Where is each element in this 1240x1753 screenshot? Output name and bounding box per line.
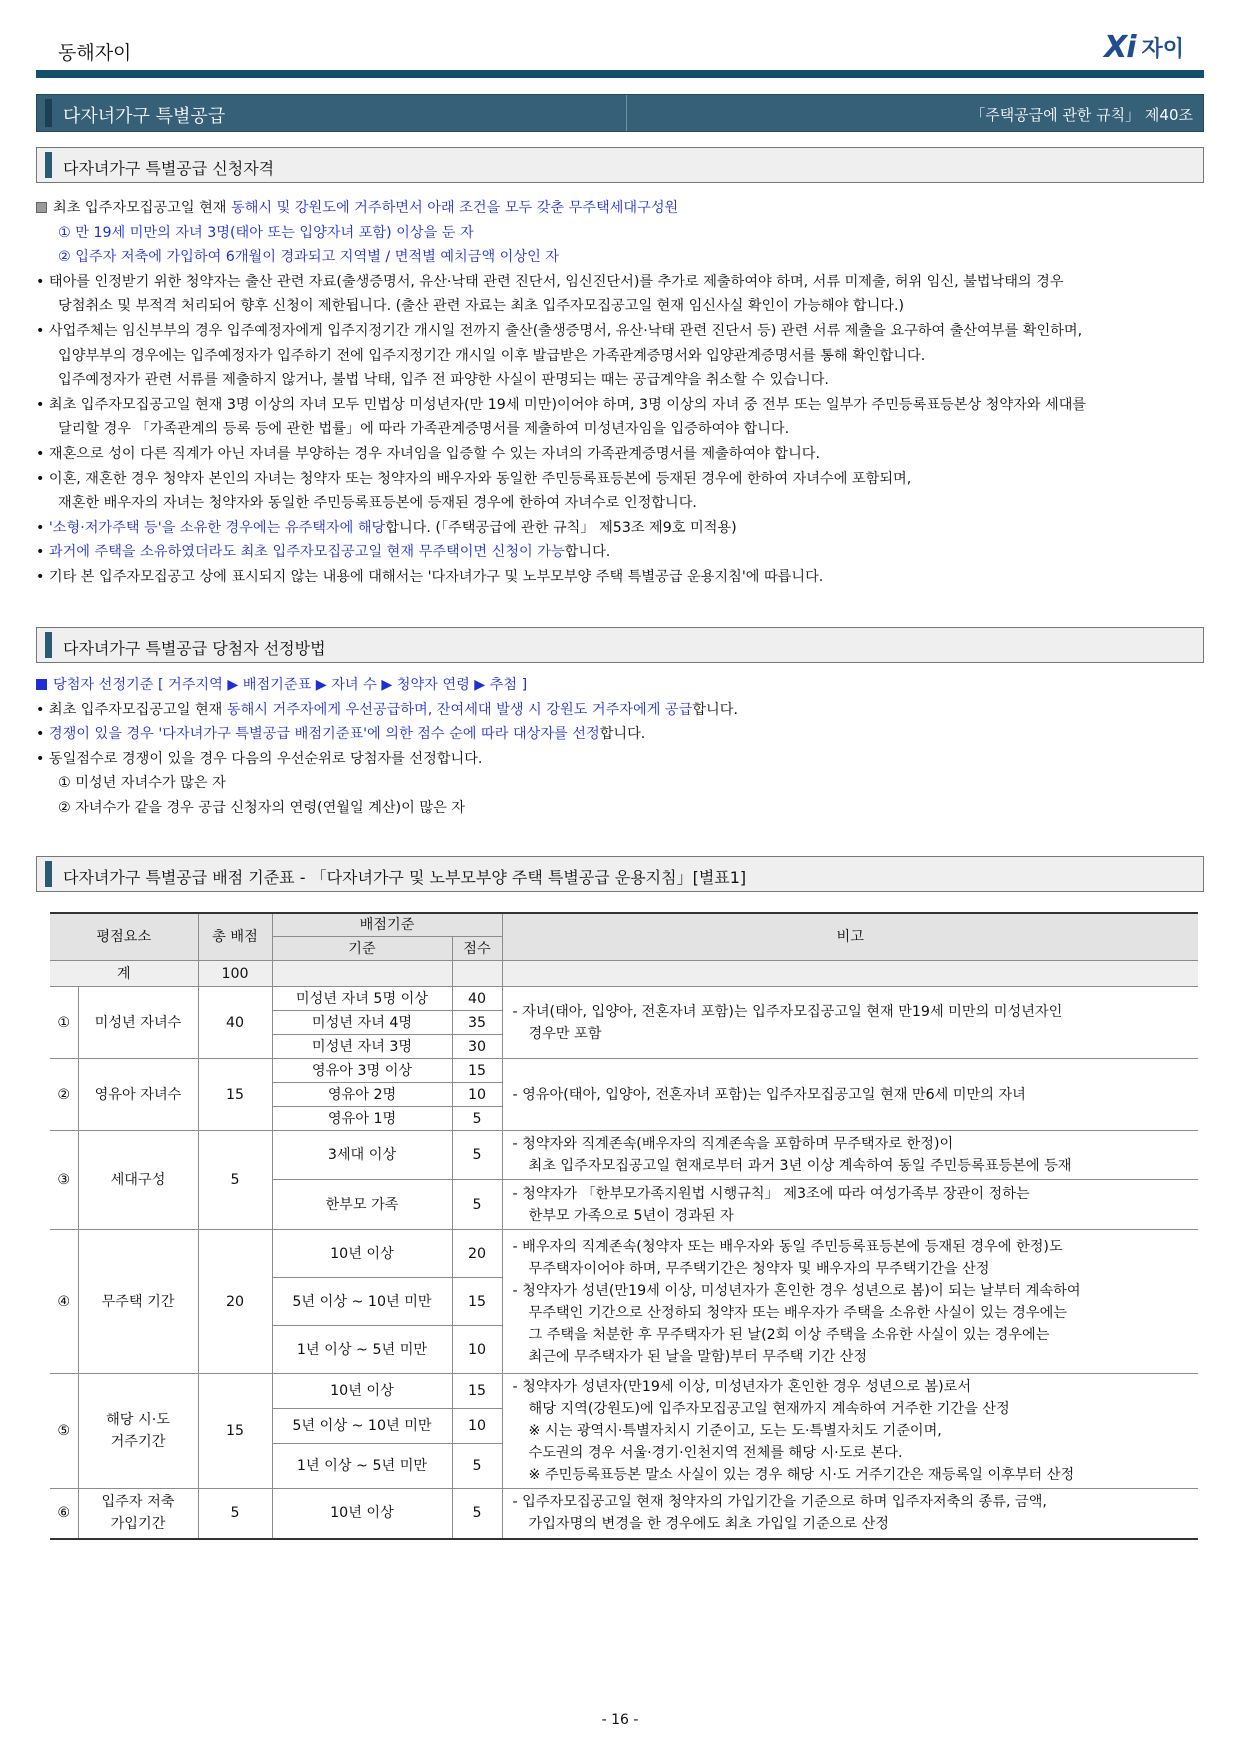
score-cell: 5	[452, 1107, 502, 1131]
header-item: 평점요소	[50, 913, 198, 961]
text-line	[36, 673, 1204, 698]
item-name-line: 거주기간	[110, 1434, 166, 1450]
text-line	[36, 221, 1204, 246]
score-cell: 10	[452, 1326, 502, 1374]
text-line	[36, 565, 1204, 590]
text-line	[36, 344, 1204, 369]
header-note: 비고	[502, 913, 1198, 961]
remark-line: 그 주택을 처분한 후 무주택자가 된 날(2회 이상 주택을 소유한 사실이 있는 경우에는	[528, 1326, 1050, 1343]
text-segment: •	[36, 544, 49, 561]
table-row	[50, 1230, 1198, 1278]
score-cell: 10	[452, 1408, 502, 1443]
remark-line: 수도권의 경우 서울·경기·인천지역 전체를 해당 시·도로 본다.	[528, 1445, 903, 1461]
header-total: 총 배점	[198, 913, 272, 961]
xi-logo	[1104, 30, 1184, 65]
text-segment: 합니다.	[692, 701, 738, 718]
text-segment: 합니다.	[599, 726, 646, 743]
criteria-cell: 10년 이상	[272, 1489, 452, 1539]
text-line	[36, 771, 1204, 796]
remark-cell	[502, 1374, 1198, 1489]
score-cell: 20	[452, 1230, 502, 1278]
text-segment: • 동일점수로 경쟁이 있을 경우 다음의 우선순위로 당첨자를 선정합니다.	[36, 750, 483, 767]
text-line	[36, 722, 1204, 747]
text-segment: • 이혼, 재혼한 경우 청약자 본인의 자녀는 청약자 또는 청약자의 배우자와 동일한 주민등록표등본에 등재된 경우에 한하여 자녀수에 포함되며,	[36, 470, 912, 487]
text-line	[36, 196, 1204, 221]
text-segment: 입양부부의 경우에는 입주예정자가 입주하기 전에 입주지정기간 개시일 이후 발급받은 가족관계증명서와 입양관계증명서를 통해 확인합니다.	[58, 347, 926, 364]
criteria-cell: 미성년 자녀 4명	[272, 1011, 452, 1035]
remark-cell	[502, 1180, 1198, 1230]
sum-label: 계	[50, 961, 198, 987]
title-bar	[36, 94, 1204, 132]
remark-line: 한부모 가족으로 5년이 경과된 자	[528, 1207, 734, 1224]
square-bullet-icon	[36, 202, 47, 213]
text-segment: '소형·저가주택 등'을 소유한 경우에는 유주택자에 해당	[48, 519, 386, 536]
item-total: 15	[198, 1059, 272, 1131]
score-cell: 5	[452, 1443, 502, 1488]
table-row	[50, 1489, 1198, 1539]
text-segment: • 기타 본 입주자모집공고 상에 표시되지 않는 내용에 대해서는 '다자녀가구 및 노부모부양 주택 특별공급 운용지침'에 따릅니다.	[36, 568, 824, 585]
remark-line: - 영유아(태아, 입양아, 전혼자녀 포함)는 입주자모집공고일 현재 만6세 미만의 자녀	[512, 1086, 1026, 1103]
remark-line: - 입주자모집공고일 현재 청약자의 가입기간을 기준으로 하며 입주자저축의 종류, 금액,	[512, 1494, 1047, 1511]
text-line	[36, 442, 1204, 467]
score-cell: 30	[452, 1035, 502, 1059]
text-line	[36, 417, 1204, 442]
remark-line: - 청약자가 성년자(만19세 이상, 미성년자가 혼인한 경우 성년으로 봄)로서	[512, 1379, 972, 1395]
text-segment: ② 입주자 저축에 가입하여 6개월이 경과되고 지역별 / 면적별 예치금액 이상인 자	[58, 249, 559, 266]
criteria-cell: 10년 이상	[272, 1374, 452, 1409]
text-line	[36, 491, 1204, 516]
remark-line: - 청약자가 성년(만19세 이상, 미성년자가 혼인한 경우 성년으로 봄)이 되는 날부터 계속하여	[512, 1282, 1081, 1299]
section-heading-selection	[36, 627, 1204, 663]
text-segment: • 재혼으로 성이 다른 직계가 아닌 자녀를 부양하는 경우 자녀임을 입증할 수 있는 자녀의 가족관계증명서를 제출하여야 합니다.	[36, 445, 821, 462]
remark-cell	[502, 1489, 1198, 1539]
text-segment: 동해시 거주자에게 우선공급하며, 잔여세대 발생 시 강원도 거주자에게 공급	[226, 701, 693, 718]
item-name-line: 해당 시·도	[106, 1412, 170, 1428]
text-line	[36, 319, 1204, 344]
remark-line: 무주택인 기간으로 산정하되 청약자 또는 배우자가 주택을 소유한 사실이 있는 경우에는	[528, 1304, 1067, 1321]
item-name-cell: 세대구성	[78, 1131, 198, 1230]
item-number: ⑥	[50, 1489, 78, 1539]
criteria-cell: 영유아 2명	[272, 1083, 452, 1107]
page-title: 다자녀가구 특별공급	[63, 106, 226, 127]
section-heading-score-table	[36, 856, 1204, 892]
text-segment: 과거에 주택을 소유하였더라도 최초 입주자모집공고일 현재 무주택이면 신청이 가능	[48, 544, 565, 561]
section-title: 다자녀가구 특별공급 당첨자 선정방법	[63, 639, 326, 658]
selection-text	[36, 673, 1204, 821]
text-segment: •	[36, 726, 49, 743]
item-total: 15	[198, 1374, 272, 1489]
text-line	[36, 796, 1204, 821]
item-number: ①	[50, 987, 78, 1059]
item-name-cell: 영유아 자녀수	[78, 1059, 198, 1131]
remark-line: - 자녀(태아, 입양아, 전혼자녀 포함)는 입주자모집공고일 현재 만19세 미만의 미성년자인	[512, 1003, 1063, 1020]
criteria-cell: 한부모 가족	[272, 1180, 452, 1230]
item-number: ②	[50, 1059, 78, 1131]
text-segment: ① 만 19세 미만의 자녀 3명(태아 또는 입양자녀 포함) 이상을 둔 자	[58, 224, 474, 241]
table-row	[50, 1374, 1198, 1409]
text-line	[36, 270, 1204, 295]
section-accent	[45, 861, 52, 887]
text-segment: ② 자녀수가 같을 경우 공급 신청자의 연령(연월일 계산)이 많은 자	[58, 799, 466, 816]
item-total: 20	[198, 1230, 272, 1374]
remark-line: 경우만 포함	[528, 1025, 602, 1042]
item-number: ③	[50, 1131, 78, 1230]
brand-name: 동해자이	[58, 42, 132, 64]
logo-text: 자이	[1141, 37, 1184, 62]
remark-cell	[502, 1131, 1198, 1180]
remark-line: 최근에 무주택자가 된 날을 말함)부터 무주택 기간 산정	[528, 1348, 868, 1365]
text-line	[36, 294, 1204, 319]
item-name-cell	[78, 1489, 198, 1539]
sum-total: 100	[198, 961, 272, 987]
section-title: 다자녀가구 특별공급 배점 기준표 - 「다자녀가구 및 노부모부양 주택 특별공급 운용지침」[별표1]	[63, 868, 747, 887]
remark-line: - 청약자와 직계존속(배우자의 직계존속을 포함하며 무주택자로 한정)이	[512, 1136, 954, 1152]
remark-line: - 배우자의 직계존속(청약자 또는 배우자와 동일 주민등록표등본에 등재된 경우에 한정)도	[512, 1238, 1063, 1255]
text-segment: 당첨자 선정기준 [ 거주지역 ▶ 배점기준표 ▶ 자녀 수 ▶ 청약자 연령 ▶ 추첨 ]	[53, 677, 528, 693]
score-cell: 15	[452, 1059, 502, 1083]
score-table	[50, 912, 1198, 1540]
remark-line: ※ 시는 광역시·특별자치시 기준이고, 도는 도·특별자치도 기준이며,	[528, 1423, 942, 1439]
item-total: 5	[198, 1131, 272, 1230]
table-row	[50, 1131, 1198, 1180]
criteria-cell: 5년 이상 ~ 10년 미만	[272, 1408, 452, 1443]
text-segment: • 사업주체는 임신부부의 경우 입주예정자에게 입주지정기간 개시일 전까지 출산(출생증명서, 유산·낙태 관련 진단서 등) 관련 서류 제출을 요구하여 출산여부를 확인하며,	[36, 322, 1083, 339]
remark-line: - 청약자가 「한부모가족지원법 시행규칙」 제3조에 따라 여성가족부 장관이 정하는	[512, 1185, 1030, 1202]
text-segment: 당첨취소 및 부적격 처리되어 향후 신청이 제한됩니다. (출산 관련 자료는 최초 입주자모집공고일 현재 임신사실 확인이 가능해야 합니다.)	[58, 298, 905, 315]
criteria-cell: 미성년 자녀 3명	[272, 1035, 452, 1059]
criteria-cell: 1년 이상 ~ 5년 미만	[272, 1326, 452, 1374]
item-name-line: 입주자 저축	[101, 1494, 175, 1511]
item-total: 5	[198, 1489, 272, 1539]
item-name-line: 가입기간	[110, 1516, 166, 1533]
section-heading-eligibility	[36, 147, 1204, 183]
text-line	[36, 747, 1204, 772]
item-name-cell: 무주택 기간	[78, 1230, 198, 1374]
remark-cell	[502, 1230, 1198, 1374]
section-accent	[45, 152, 52, 178]
criteria-cell: 1년 이상 ~ 5년 미만	[272, 1443, 452, 1488]
text-segment: • 태아를 인정받기 위한 청약자는 출산 관련 자료(출생증명서, 유산·낙태 관련 진단서, 임신진단서)를 추가로 제출하여야 하며, 서류 미제출, 허위 임신, 불법낙태의 경우	[36, 273, 1064, 290]
text-segment: ① 미성년 자녀수가 많은 자	[58, 775, 226, 792]
criteria-cell: 영유아 1명	[272, 1107, 452, 1131]
text-line	[36, 467, 1204, 492]
page-number: - 16 -	[601, 1712, 639, 1728]
table-row	[50, 987, 1198, 1011]
table-header-row	[50, 913, 1198, 937]
page-header	[36, 26, 1204, 70]
text-segment: 합니다.	[564, 544, 611, 561]
criteria-cell: 미성년 자녀 5명 이상	[272, 987, 452, 1011]
criteria-cell: 5년 이상 ~ 10년 미만	[272, 1278, 452, 1326]
text-line	[36, 516, 1204, 541]
score-cell: 15	[452, 1374, 502, 1409]
remark-line: 최초 입주자모집공고일 현재로부터 과거 3년 이상 계속하여 동일 주민등록표등본에 등재	[528, 1158, 1072, 1174]
text-segment: 경쟁이 있을 경우 '다자녀가구 특별공급 배점기준표'에 의한 점수 순에 따라 대상자를 선정	[48, 726, 600, 743]
sum-empty	[452, 961, 502, 987]
text-line	[36, 540, 1204, 565]
remark-cell	[502, 987, 1198, 1059]
header-divider	[36, 70, 1204, 78]
sum-empty	[272, 961, 452, 987]
sum-empty	[502, 961, 1198, 987]
text-segment: • 최초 입주자모집공고일 현재	[36, 701, 227, 718]
text-segment: 재혼한 배우자의 자녀는 청약자와 동일한 주민등록표등본에 등재된 경우에 한하여 자녀수로 인정합니다.	[58, 495, 697, 512]
item-name-cell	[78, 1374, 198, 1489]
item-number: ⑤	[50, 1374, 78, 1489]
item-total: 40	[198, 987, 272, 1059]
remark-cell	[502, 1059, 1198, 1131]
header-criteria-sub: 기준	[272, 937, 452, 961]
score-cell: 10	[452, 1083, 502, 1107]
remark-line: 가입자명의 변경을 한 경우에도 최초 가입일 기준으로 산정	[528, 1516, 889, 1533]
text-line	[36, 368, 1204, 393]
section-title: 다자녀가구 특별공급 신청자격	[63, 159, 275, 178]
header-criteria: 배점기준	[272, 913, 502, 937]
item-number: ④	[50, 1230, 78, 1374]
logo-mark: Xi	[1104, 30, 1136, 65]
table-row	[50, 1059, 1198, 1083]
criteria-cell: 3세대 이상	[272, 1131, 452, 1180]
text-segment: •	[36, 519, 49, 536]
square-bullet-icon	[36, 679, 47, 690]
header-score: 점수	[452, 937, 502, 961]
criteria-cell: 영유아 3명 이상	[272, 1059, 452, 1083]
text-line	[36, 393, 1204, 418]
score-cell: 35	[452, 1011, 502, 1035]
score-cell: 15	[452, 1278, 502, 1326]
text-line	[36, 698, 1204, 723]
section-accent	[45, 632, 52, 658]
text-segment: 최초 입주자모집공고일 현재	[53, 200, 231, 216]
text-line	[36, 245, 1204, 270]
score-cell: 5	[452, 1131, 502, 1180]
text-segment: 합니다. (「주택공급에 관한 규칙」 제53조 제9호 미적용)	[385, 519, 737, 536]
eligibility-text	[36, 196, 1204, 590]
remark-line: ※ 주민등록표등본 말소 사실이 있는 경우 해당 시·도 거주기간은 재등록일 이후부터 산정	[528, 1467, 1075, 1483]
item-name-cell: 미성년 자녀수	[78, 987, 198, 1059]
criteria-cell: 10년 이상	[272, 1230, 452, 1278]
score-cell: 5	[452, 1180, 502, 1230]
remark-line: 무주택자이어야 하며, 무주택기간은 청약자 및 배우자의 무주택기간을 산정	[528, 1260, 990, 1277]
title-accent	[45, 99, 52, 127]
score-cell: 5	[452, 1489, 502, 1539]
text-segment: 달리할 경우 「가족관계의 등록 등에 관한 법률」에 따라 가족관계증명서를 제출하여 미성년자임을 입증하여야 합니다.	[58, 421, 790, 438]
table-sum-row	[50, 961, 1198, 987]
remark-line: 해당 지역(강원도)에 입주자모집공고일 현재까지 계속하여 거주한 기간을 산정	[528, 1401, 1010, 1417]
text-segment: 입주예정자가 관련 서류를 제출하지 않거나, 불법 낙태, 입주 전 파양한 사실이 판명되는 때는 공급계약을 취소할 수 있습니다.	[58, 372, 829, 389]
title-reference: 「주택공급에 관한 규칙」 제40조	[970, 106, 1193, 124]
score-cell: 40	[452, 987, 502, 1011]
text-segment: • 최초 입주자모집공고일 현재 3명 이상의 자녀 모두 민법상 미성년자(만 19세 미만)이어야 하며, 3명 이상의 자녀 중 전부 또는 일부가 주민등록표등본상 청약자와 세대를	[36, 396, 1087, 413]
text-segment: 동해시 및 강원도에 거주하면서 아래 조건을 모두 갖춘 무주택세대구성원	[231, 200, 679, 216]
